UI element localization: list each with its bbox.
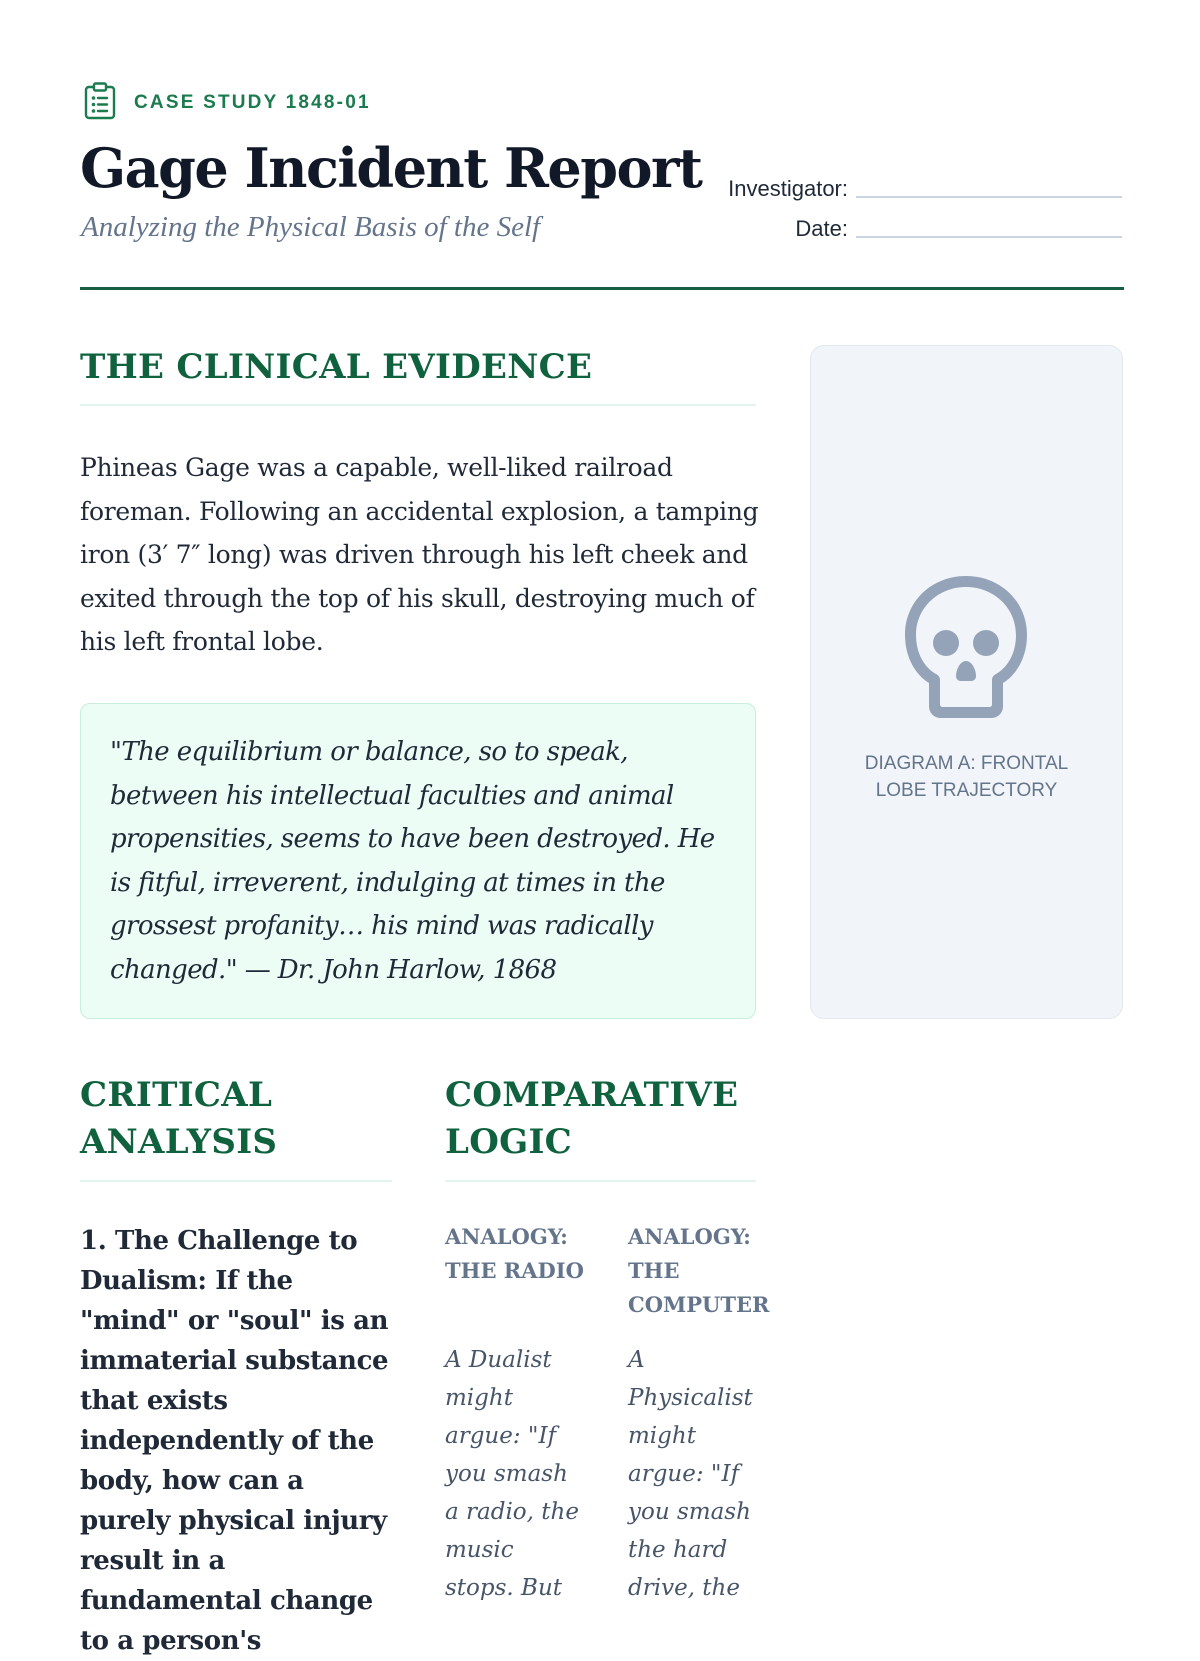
investigator-row [706, 176, 1122, 202]
analogy-computer-heading: ANALOGY: THE COMPUTER [628, 1224, 770, 1317]
analogy-computer-text: A Physicalist might argue: "If you smash the hard drive, the [628, 1347, 753, 1601]
harlow-quote-box [80, 703, 756, 1019]
investigator-field[interactable] [856, 196, 1122, 198]
analogy-radio-text: A Dualist might argue: "If you smash a radio, the music stops. But [445, 1347, 579, 1601]
date-row [706, 216, 1122, 242]
diagram-panel [810, 345, 1123, 1019]
header-divider [80, 287, 1124, 290]
page-title: Gage Incident Report [80, 136, 702, 200]
critical-point-1: 1. The Challenge to Dualism: If the "mind" or "soul" is an immaterial substance that exists independently of the body, how can a purely physical injury result in a fundamental change to a person's [80, 1226, 389, 1656]
harlow-quote: "The equilibrium or balance, so to speak, between his intellectual faculties and animal propensities, seems to have been destroyed. He is fitful, irreverent, indulging at times in the grossest profanity… his mind was radically changed." — Dr. John Harlow, 1868 [110, 737, 715, 985]
evidence-heading: THE CLINICAL EVIDENCE [80, 347, 593, 387]
clipboard-list-icon [84, 82, 116, 124]
evidence-divider [80, 404, 756, 406]
comparative-divider [445, 1180, 756, 1182]
investigator-label: Investigator: [728, 176, 848, 201]
evidence-body: Phineas Gage was a capable, well-liked railroad foreman. Following an accidental explosion, a tamping iron (3′ 7″ long) was driven through his left cheek and exited through the top of his skull, destroying much of his left frontal lobe. [80, 453, 759, 656]
case-tag [84, 82, 371, 124]
critical-divider [80, 1180, 392, 1182]
critical-heading: CRITICAL ANALYSIS [80, 1075, 278, 1162]
page-subtitle: Analyzing the Physical Basis of the Self [81, 211, 541, 243]
case-label: CASE STUDY 1848-01 [134, 92, 371, 113]
comparative-heading: COMPARATIVE LOGIC [445, 1075, 739, 1162]
analogy-radio-heading: ANALOGY: THE RADIO [445, 1224, 584, 1283]
date-field[interactable] [856, 236, 1122, 238]
date-label: Date: [795, 216, 848, 241]
diagram-caption: DIAGRAM A: FRONTAL LOBE TRAJECTORY [864, 753, 1069, 801]
